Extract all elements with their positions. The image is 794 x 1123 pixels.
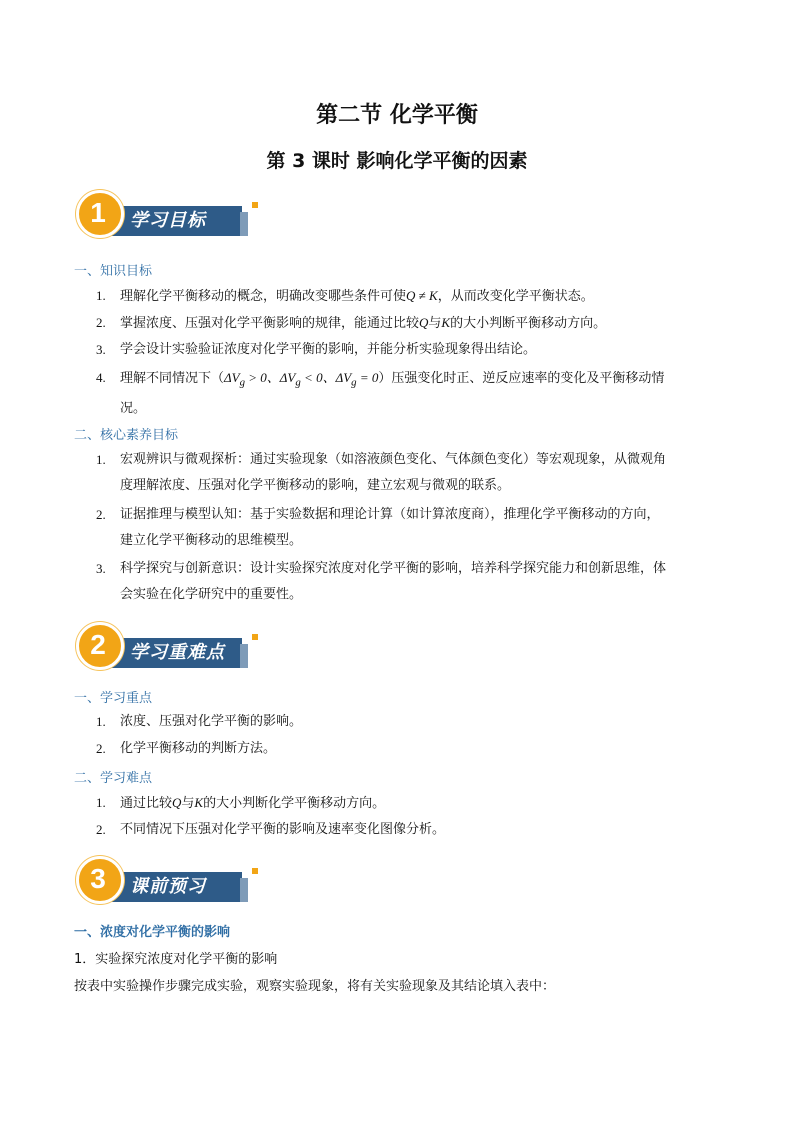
list-number: 3. (96, 342, 106, 357)
badge-number: 1 (90, 197, 106, 228)
text: ）压强变化时正、逆反应速率的变化及平衡移动情 (378, 371, 665, 386)
section-badge-key-points (74, 622, 264, 674)
list-number: 2. (96, 822, 106, 837)
badge-accent-square (252, 202, 258, 208)
list-number: 1. (96, 795, 106, 810)
math-inline: < 0、 (300, 370, 336, 385)
math-subscript: g (295, 376, 301, 389)
badge-bar-shadow (240, 644, 248, 668)
math-inline: K (441, 315, 451, 330)
list-number: 4. (96, 370, 106, 385)
badge-bar-shadow (240, 212, 248, 236)
knowledge-goals-label: 一、知识目标 (74, 264, 153, 279)
math-inline: Q ≠ K (406, 288, 438, 303)
badge-accent-square (252, 868, 258, 874)
preview-heading: 一、浓度对化学平衡的影响 (74, 925, 231, 940)
badge-number: 2 (90, 629, 106, 660)
text: 宏观辨识与微观探析：通过实验现象（如溶液颜色变化、气体颜色变化）等宏观现象，从微观角 (120, 452, 667, 467)
section-badge-learning-goals (74, 190, 264, 242)
text: 度理解浓度、压强对化学平衡移动的影响，建立宏观与微观的联系。 (120, 478, 511, 493)
badge-title: 学习目标 (130, 210, 206, 231)
list-number: 1. (96, 714, 106, 729)
text: 会实验在化学研究中的重要性。 (120, 587, 303, 602)
preview-instruction: 按表中实验操作步骤完成实验，观察实验现象，将有关实验现象及其结论填入表中： (74, 979, 556, 994)
math-inline: ΔV (279, 370, 296, 385)
list-number: 2. (96, 315, 106, 330)
badge-number: 3 (90, 863, 106, 894)
badge-title: 学习重难点 (130, 642, 225, 663)
section-title: 第二节 化学平衡 (316, 103, 478, 128)
badge-bar-shadow (240, 878, 248, 902)
math-inline: = 0 (356, 370, 379, 385)
badge-accent-square (252, 634, 258, 640)
text: 证据推理与模型认知：基于实验数据和理论计算（如计算浓度商），推理化学平衡移动的方向， (120, 507, 660, 522)
text: 建立化学平衡移动的思维模型。 (120, 533, 303, 548)
badge-title: 课前预习 (130, 876, 206, 897)
list-number: 1. (96, 288, 106, 303)
list-number: 2. (96, 741, 106, 756)
section-badge-preview (74, 856, 264, 908)
text: 掌握浓度、压强对化学平衡影响的规律，能通过比较 (120, 316, 420, 331)
math-inline: Q (172, 795, 182, 810)
math-inline: Q (419, 315, 429, 330)
difficulty-label: 二、学习难点 (74, 771, 153, 786)
text: 理解不同情况下（ (120, 371, 225, 386)
math-inline: K (194, 795, 204, 810)
preview-subheading: 1．实验探究浓度对化学平衡的影响 (74, 952, 278, 967)
text: 的大小判断平衡移动方向。 (450, 316, 607, 331)
text: 化学平衡移动的判断方法。 (120, 741, 277, 756)
math-inline: ΔV (224, 370, 240, 385)
list-number: 2. (96, 507, 106, 522)
math-inline: > 0、 (245, 370, 280, 385)
text: ，从而改变化学平衡状态。 (437, 289, 594, 304)
math-subscript: g (351, 376, 357, 389)
text: 学会设计实验验证浓度对化学平衡的影响，并能分析实验现象得出结论。 (120, 342, 537, 357)
core-goals-label: 二、核心素养目标 (74, 428, 179, 443)
list-number: 3. (96, 561, 106, 576)
text: 与 (181, 796, 195, 811)
text: 浓度、压强对化学平衡的影响。 (120, 714, 303, 729)
text: 的大小判断化学平衡移动方向。 (203, 796, 386, 811)
text: 况。 (120, 400, 147, 416)
text: 不同情况下压强对化学平衡的影响及速率变化图像分析。 (120, 822, 446, 837)
text: 理解化学平衡移动的概念，明确改变哪些条件可使 (120, 289, 407, 304)
math-subscript: g (239, 376, 246, 389)
text: 科学探究与创新意识：设计实验探究浓度对化学平衡的影响，培养科学探究能力和创新思维，体 (120, 561, 667, 576)
text: 通过比较 (120, 796, 173, 811)
lesson-title: 第 3 课时 影响化学平衡的因素 (266, 150, 528, 172)
list-number: 1. (96, 452, 106, 467)
text: 与 (428, 316, 442, 331)
focus-label: 一、学习重点 (74, 691, 153, 706)
math-inline: ΔV (335, 370, 352, 385)
